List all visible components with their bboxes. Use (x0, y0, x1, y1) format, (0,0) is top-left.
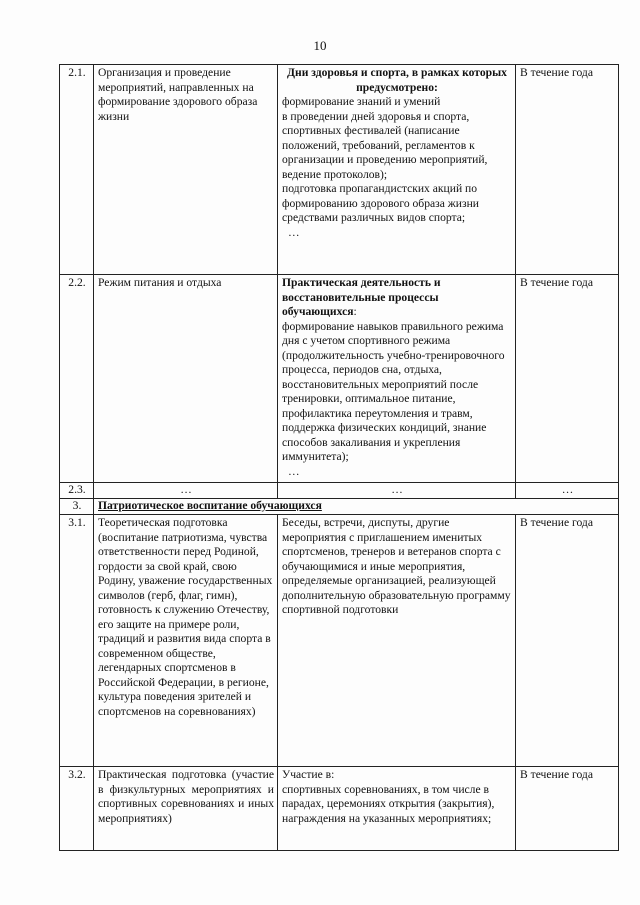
event-term: В течение года (516, 767, 619, 851)
activities-item: подготовка пропагандистских акций по формированию здорового образа жизни средствами различных видов спорта; (282, 182, 479, 224)
event-name: Организация и проведение мероприятий, направленных на формирование здорового образа жизни (94, 65, 278, 275)
event-term: В течение года (516, 515, 619, 767)
event-name: Теоретическая подготовка (воспитание патриотизма, чувства ответственности перед Родиной, гордости за свой край, свою Родину, уважение государственных символов (герб, флаг, гимн), готовность к служению Отечеству, его защите на примере роли, традиций и развития вида спорта в современном обществе, легендарных спортсменов в Российской Федерации, в регионе, культура поведения зрителей и спортсменов на соревнованиях) (94, 515, 278, 767)
row-number: 2.3. (60, 483, 94, 499)
table-row (60, 767, 619, 851)
event-name: … (94, 483, 278, 499)
table-row (60, 275, 619, 483)
section-row (60, 499, 619, 515)
table-row (60, 483, 619, 499)
event-term: В течение года (516, 275, 619, 483)
event-activities: Беседы, встречи, диспуты, другие мероприятия с приглашением именитых спортсменов, тренеров и ветеранов спорта с обучающимися и иные мероприятия, определяемые организацией, реализующей дополнительную образовательную программу спортивной подготовки (278, 515, 516, 767)
event-name: Практическая подготовка (участие в физкультурных мероприятиях и спортивных соревнованиях и иных мероприятиях) (94, 767, 278, 851)
ellipsis: … (288, 464, 300, 478)
row-number: 2.1. (60, 65, 94, 275)
activities-text: спортивных соревнованиях, в том числе в парадах, церемониях открытия (закрытия), награждения на указанных мероприятиях; (282, 782, 495, 825)
activities-item: в проведении дней здоровья и спорта, спортивных фестивалей (написание положений, требований, регламентов к организации и проведению мероприятий, ведение протоколов); (282, 109, 488, 181)
section-title: Патриотическое воспитание обучающихся (94, 499, 619, 515)
event-term: … (516, 483, 619, 499)
row-number: 2.2. (60, 275, 94, 483)
section-number: 3. (60, 499, 94, 515)
activities-heading: Практическая деятельность и восстановительные процессы обучающихся: (282, 276, 441, 318)
activities-text: формирование навыков правильного режима дня с учетом спортивного режима (продолжительность учебно-тренировочного процесса, периодов сна, отдыха, восстановительных мероприятий после тренировки, оптимальное питание, профилактика переутомления и травм, поддержка физических кондиций, знание способов закаливания и укрепления иммунитета); (282, 319, 505, 463)
activities-heading: Дни здоровья и спорта, в рамках которых предусмотрено: (287, 66, 507, 94)
event-term: В течение года (516, 65, 619, 275)
event-activities: … (278, 483, 516, 499)
row-number: 3.1. (60, 515, 94, 767)
event-activities (278, 275, 516, 483)
event-activities (278, 767, 516, 851)
table-row (60, 515, 619, 767)
page-number: 10 (313, 38, 327, 53)
event-activities (278, 65, 516, 275)
events-table (59, 64, 619, 851)
ellipsis: … (288, 225, 300, 239)
activities-heading: Участие в: (282, 768, 335, 781)
event-name: Режим питания и отдыха (94, 275, 278, 483)
table-row (60, 65, 619, 275)
row-number: 3.2. (60, 767, 94, 851)
activities-item: формирование знаний и умений (282, 95, 441, 108)
